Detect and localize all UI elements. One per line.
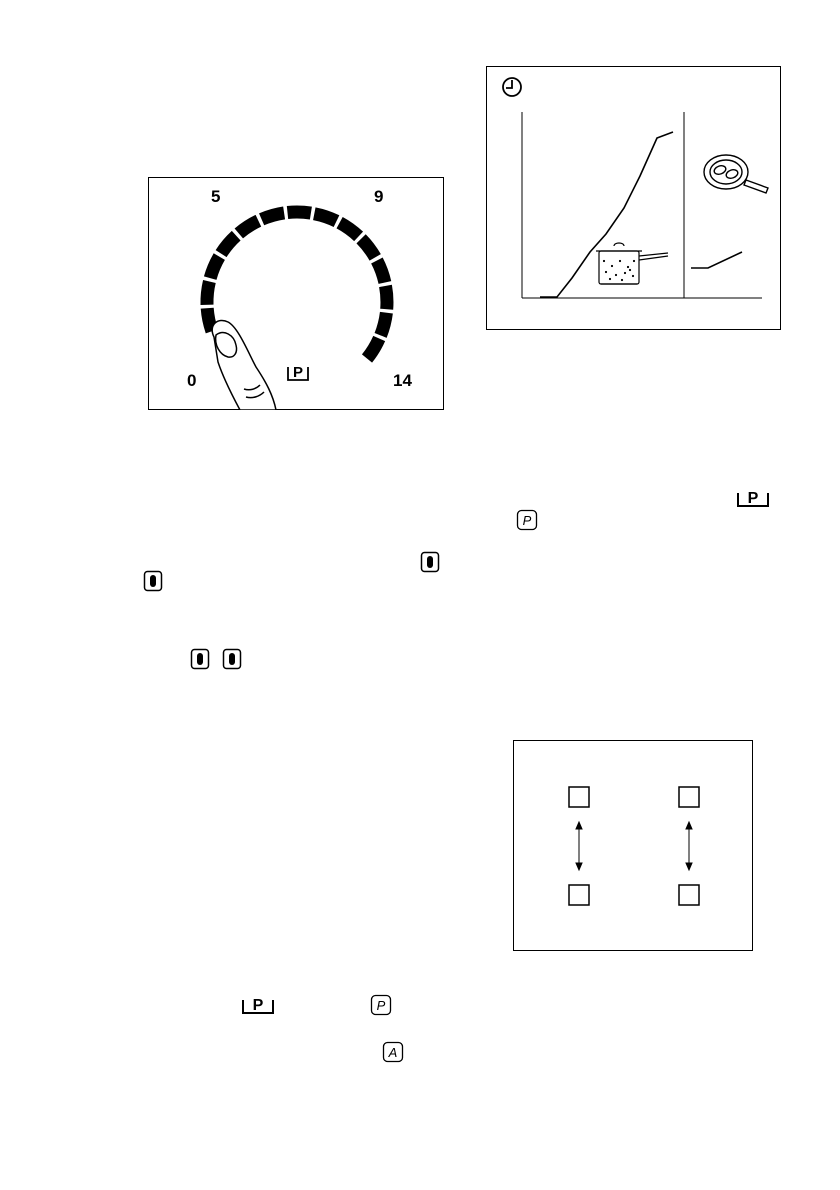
svg-text:P: P bbox=[252, 997, 264, 1014]
zone-indicator-icon bbox=[222, 648, 242, 670]
zone-indicator-icon bbox=[143, 570, 163, 592]
dial-segment[interactable] bbox=[367, 339, 379, 359]
bottom-left-zone bbox=[569, 885, 589, 905]
dial-label-9: 9 bbox=[374, 187, 384, 206]
svg-text:P: P bbox=[747, 490, 759, 507]
slider-dial-figure bbox=[148, 177, 444, 410]
left-link-arrow bbox=[576, 822, 582, 870]
bridge-zones-figure bbox=[513, 740, 753, 951]
dial-segment[interactable] bbox=[377, 261, 385, 283]
dial-segment[interactable] bbox=[221, 236, 236, 254]
power-boost-symbol-inline bbox=[736, 487, 770, 509]
power-boost-symbol-inline bbox=[241, 994, 275, 1016]
dial-segment[interactable] bbox=[288, 212, 311, 213]
display-a-symbol bbox=[382, 1041, 404, 1063]
dial-segment[interactable] bbox=[207, 308, 212, 331]
top-left-zone bbox=[569, 787, 589, 807]
dial-segment[interactable] bbox=[239, 221, 259, 234]
holding-curve bbox=[691, 252, 742, 268]
clock-icon bbox=[503, 78, 521, 96]
display-p-symbol bbox=[370, 994, 392, 1016]
dial-label-0: 0 bbox=[187, 371, 197, 390]
dial-segment[interactable] bbox=[314, 214, 336, 221]
pot-icon bbox=[596, 243, 668, 284]
display-p-symbol bbox=[516, 509, 538, 531]
power-boost-letter: P bbox=[292, 364, 304, 381]
finger-icon bbox=[212, 320, 276, 410]
dial-segment[interactable] bbox=[381, 313, 387, 336]
svg-text:A: A bbox=[388, 1045, 398, 1060]
zone-indicator-icon bbox=[190, 648, 210, 670]
bottom-right-zone bbox=[679, 885, 699, 905]
top-right-zone bbox=[679, 787, 699, 807]
dial-segment[interactable] bbox=[210, 257, 219, 279]
dial-segment[interactable] bbox=[361, 239, 375, 258]
right-link-arrow bbox=[686, 822, 692, 870]
dial-segment[interactable] bbox=[262, 213, 285, 219]
svg-text:P: P bbox=[376, 998, 386, 1013]
dial-label-14: 14 bbox=[393, 371, 412, 390]
dial-segment[interactable] bbox=[340, 223, 359, 237]
power-boost-chart bbox=[486, 66, 781, 330]
frying-pan-icon bbox=[704, 155, 768, 193]
dial-label-5: 5 bbox=[211, 187, 221, 206]
dial-segment[interactable] bbox=[386, 286, 387, 309]
svg-text:P: P bbox=[522, 513, 532, 528]
dial-segment[interactable] bbox=[207, 282, 209, 305]
zone-indicator-icon bbox=[420, 551, 440, 573]
chart-axes bbox=[522, 112, 762, 298]
dial-arc bbox=[148, 177, 444, 410]
